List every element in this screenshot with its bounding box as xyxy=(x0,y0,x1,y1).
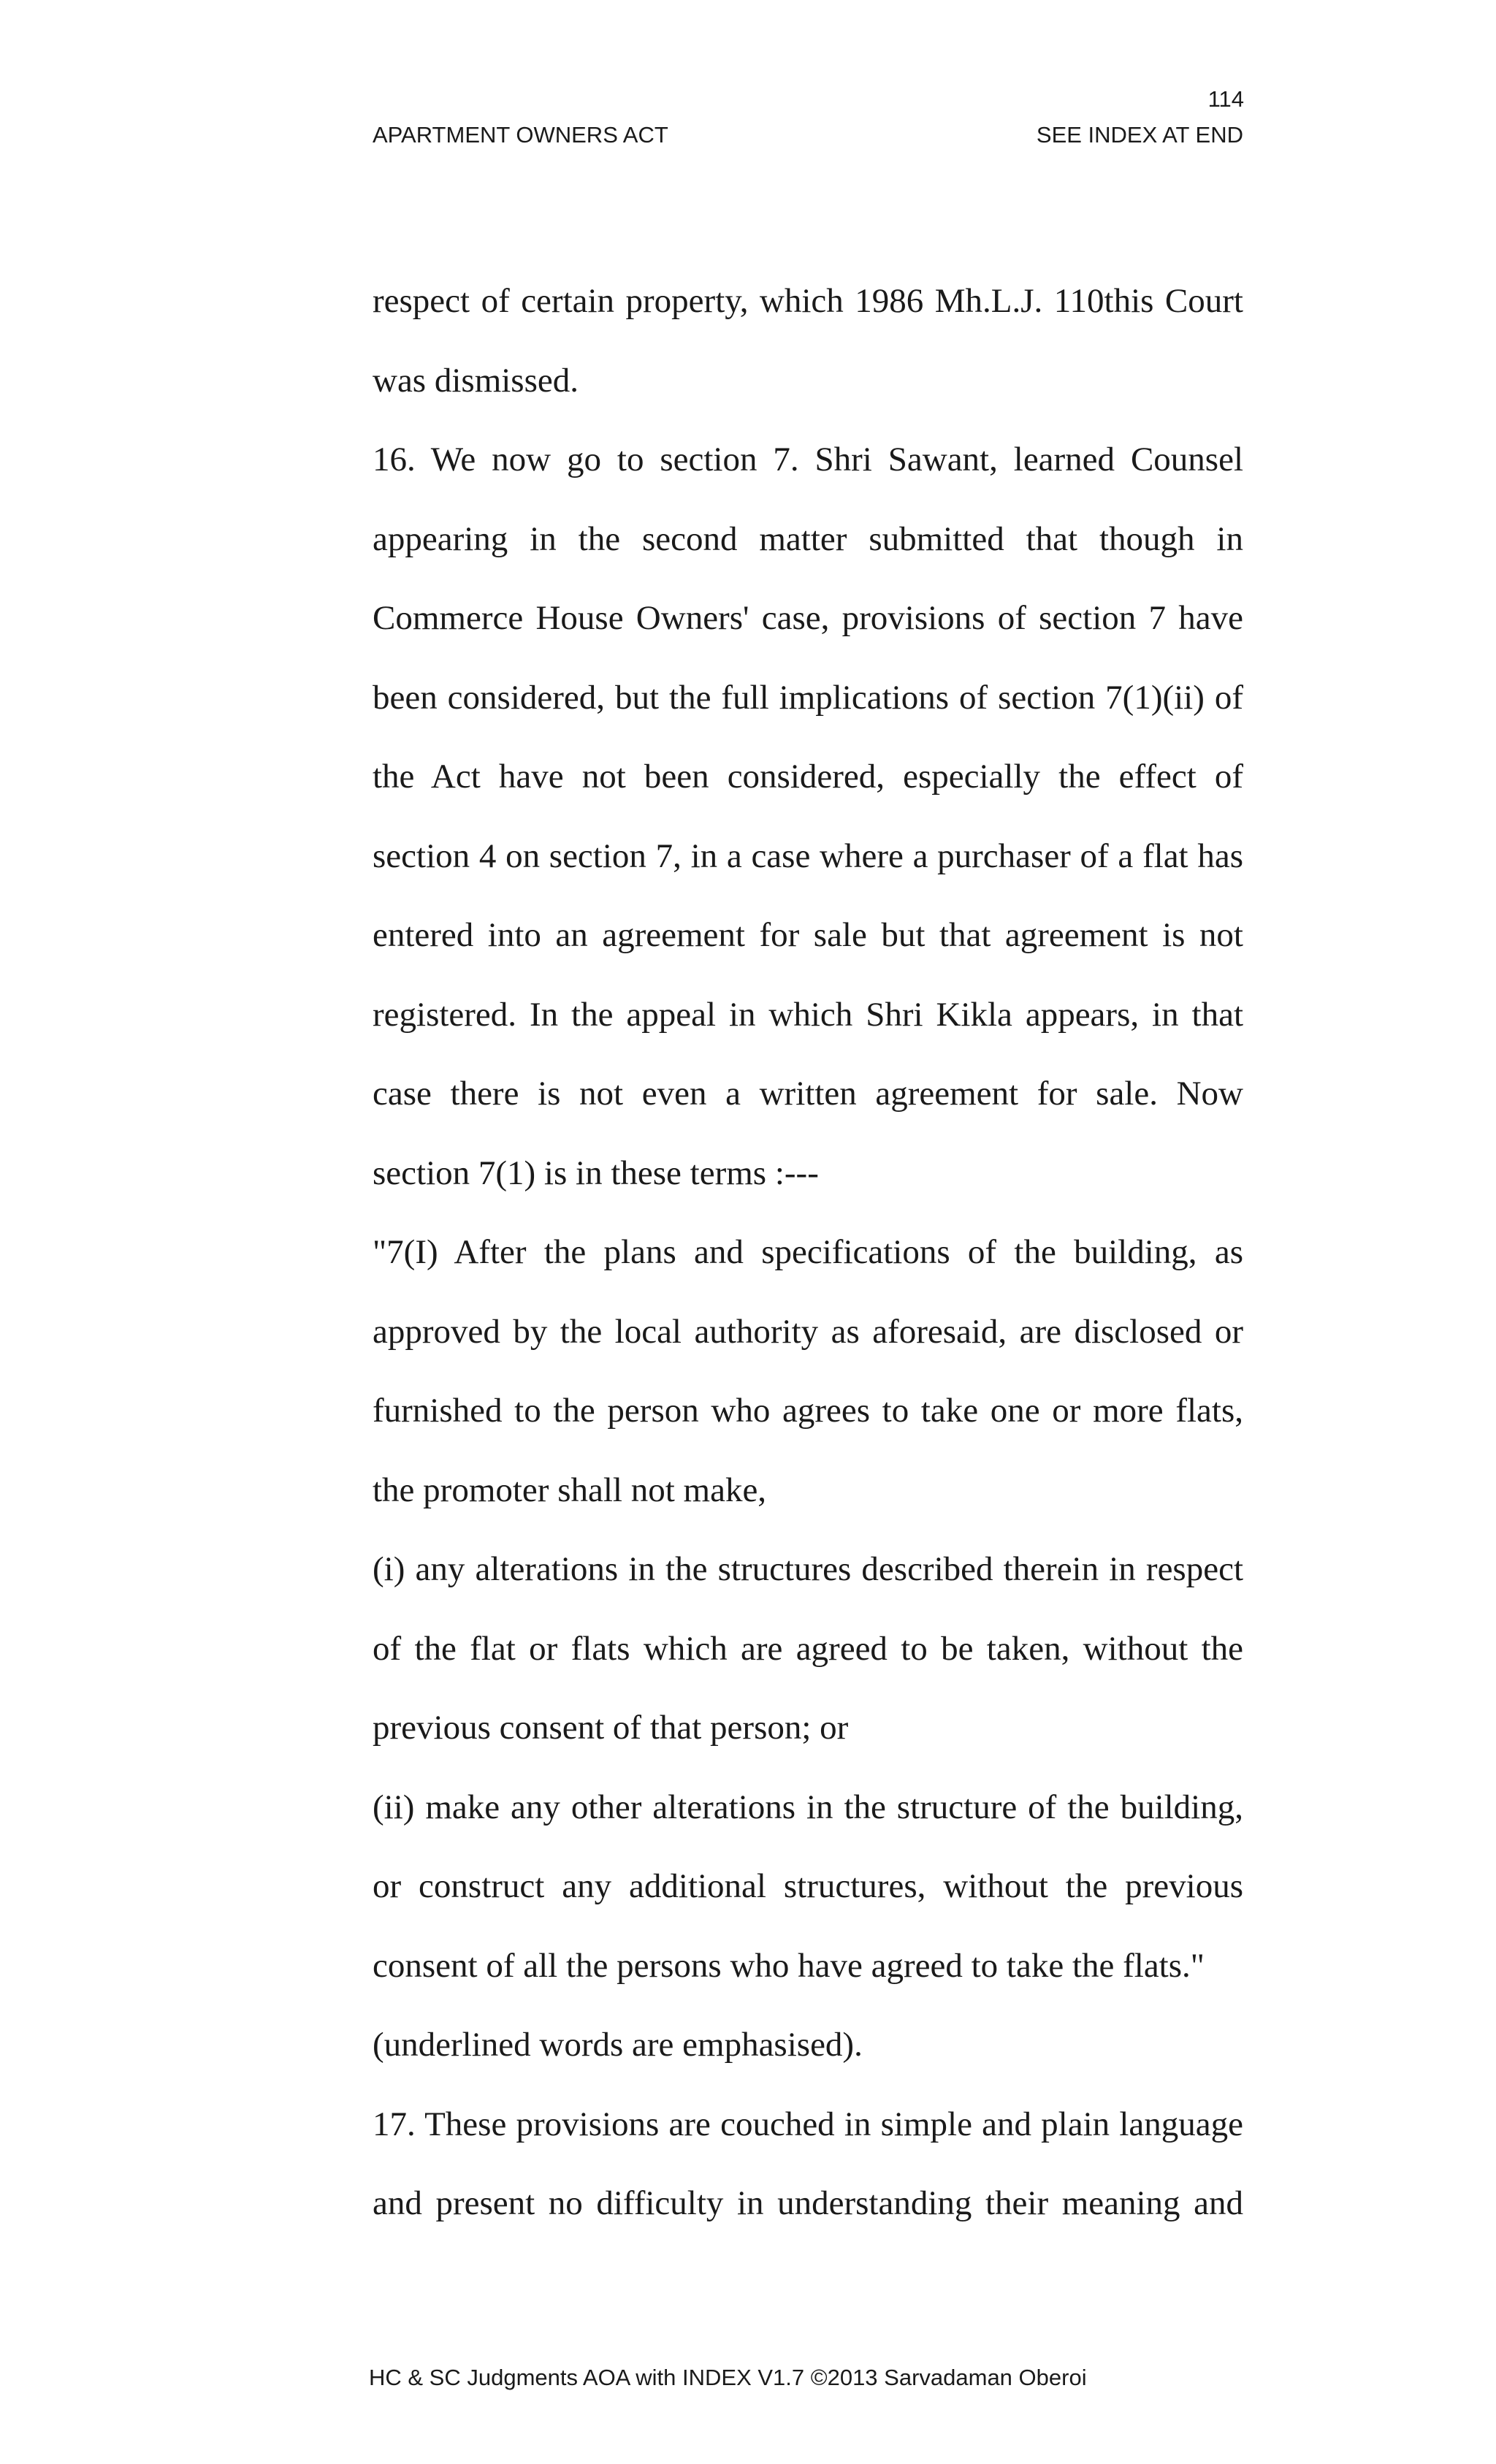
emphasis-note: (underlined words are emphasised). xyxy=(373,2026,863,2064)
paragraph-17: 17. These provisions are couched in simple and plain language and present no difficulty in understanding their meaning and xyxy=(373,2105,1243,2222)
page-number: 114 xyxy=(1207,86,1244,112)
clause-ii: (ii) make any other alterations in the structure of the building, or construct any additional structures, without the previous consent of all the persons who have agreed to take the flats." xyxy=(373,1788,1243,1985)
page-footer: HC & SC Judgments AOA with INDEX V1.7 ©2013 Sarvadaman Oberoi xyxy=(369,2365,1087,2390)
paragraph-16: 16. We now go to section 7. Shri Sawant, learned Counsel appearing in the second matter submitted that though in Commerce House Owners' case, provisions of section 7 have been considered, but the full implications of section 7(1)(ii) of the Act have not been considered, especially the effect of section 4 on section 7, in a case where a purchaser of a flat has entered into an agreement for sale but that agreement is not registered. In the appeal in which Shri Kikla appears, in that case there is not even a written agreement for sale. Now section 7(1) is in these terms :--- xyxy=(373,440,1243,1192)
paragraph: respect of certain property, which 1986 Mh.L.J. 110this Court was dismissed. xyxy=(373,282,1243,400)
header-note: SEE INDEX AT END xyxy=(1036,122,1243,148)
clause-i: (i) any alterations in the structures described therein in respect of the flat or flats which are agreed to be taken, without the previous consent of that person; or xyxy=(373,1550,1243,1747)
running-header xyxy=(373,121,1243,149)
quoted-section-7-1: "7(I) After the plans and specifications of the building, as approved by the local authority as aforesaid, are disclosed or furnished to the person who agrees to take one or more flats, the promoter shall not make, xyxy=(373,1233,1243,1509)
header-title: APARTMENT OWNERS ACT xyxy=(373,122,668,148)
body-text xyxy=(373,262,1243,2243)
